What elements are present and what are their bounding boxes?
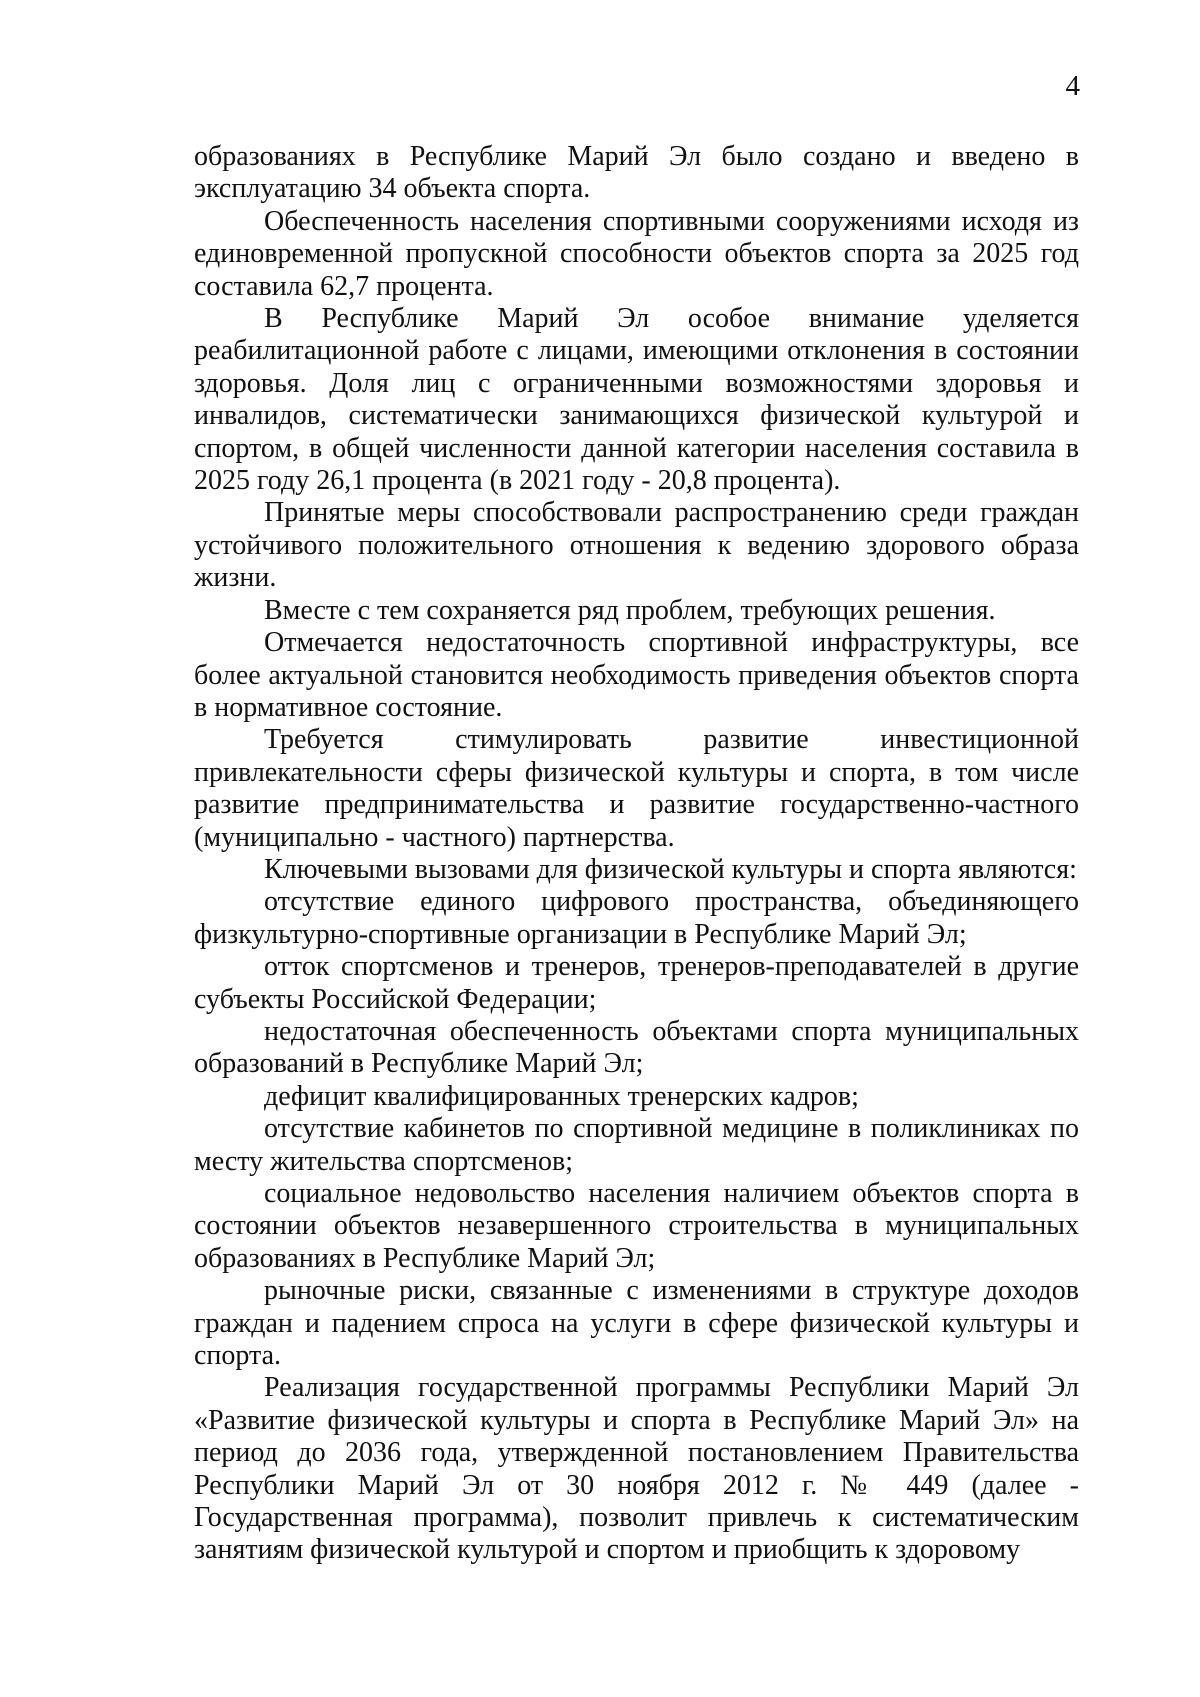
paragraph: Принятые меры способствовали распространению среди граждан устойчивого положительного отношения к ведению здорового образа жизни. <box>194 497 1079 594</box>
list-item: отсутствие кабинетов по спортивной медицине в поликлиниках по месту жительства спортсменов; <box>194 1113 1079 1177</box>
list-item: отсутствие единого цифрового пространства, объединяющего физкультурно-спортивные организации в Республике Марий Эл; <box>194 886 1079 950</box>
list-item: недостаточная обеспеченность объектами спорта муниципальных образований в Республике Марий Эл; <box>194 1015 1079 1080</box>
paragraph: образованиях в Республике Марий Эл было создано и введено в эксплуатацию 34 объекта спорта. <box>194 141 1079 205</box>
list-item: отток спортсменов и тренеров, тренеров-преподавателей в другие субъекты Российской Федерации; <box>194 951 1079 1015</box>
paragraph: В Республике Марий Эл особое внимание уделяется реабилитационной работе с лицами, имеющими отклонения в состоянии здоровья. Доля лиц с ограниченными возможностями здоровья и инвалидов, систематически занимающихся физической культурой и спортом, в общей численности данной категории населения составила в 2025 году 26,1 процента (в 2021 году - 20,8 процента). <box>194 303 1079 497</box>
list-item: дефицит квалифицированных тренерских кадров; <box>264 1080 859 1112</box>
list-item: социальное недовольство населения наличием объектов спорта в состоянии объектов незавершенного строительства в муниципальных образованиях в Республике Марий Эл; <box>194 1178 1079 1274</box>
paragraph: Обеспеченность населения спортивными сооружениями исходя из единовременной пропускной способности объектов спорта за 2025 год составила 62,7 процента. <box>194 205 1079 302</box>
page-number: 4 <box>1065 70 1080 102</box>
paragraph: Требуется стимулировать развитие инвестиционной привлекательности сферы физической культуры и спорта, в том числе развитие предпринимательства и развитие государственно-частного (муниципально - частного) партнерства. <box>194 724 1079 853</box>
document-body <box>194 141 1079 1567</box>
paragraph: Ключевыми вызовами для физической культуры и спорта являются: <box>264 853 1077 885</box>
list-item: рыночные риски, связанные с изменениями в структуре доходов граждан и падением спроса на услуги в сфере физической культуры и спорта. <box>194 1275 1079 1372</box>
paragraph: Отмечается недостаточность спортивной инфраструктуры, все более актуальной становится необходимость приведения объектов спорта в нормативное состояние. <box>194 627 1079 723</box>
paragraph: Вместе с тем сохраняется ряд проблем, требующих решения. <box>264 594 996 626</box>
paragraph: Реализация государственной программы Республики Марий Эл «Развитие физической культуры и спорта в Республике Марий Эл» на период до 2036 года, утвержденной постановлением Правительства Республики Марий Эл от 30 ноября 2012 г. № 449 (далее - Государственная программа), позволит привлечь к систематическим занятиям физической культурой и спортом и приобщить к здоровому <box>194 1372 1079 1566</box>
